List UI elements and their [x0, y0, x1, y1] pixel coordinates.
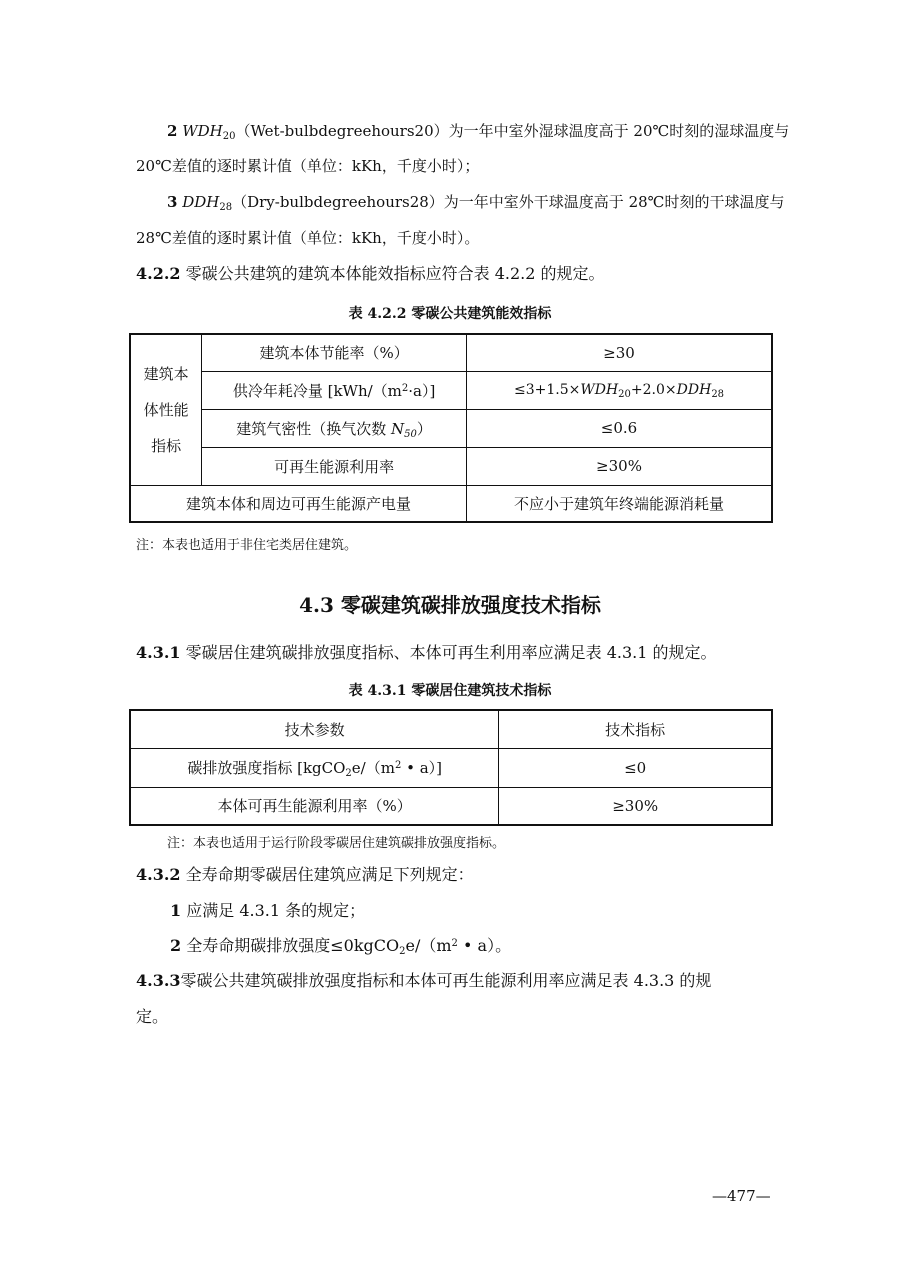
- value-cell: 不应小于建筑年终端能源消耗量: [467, 485, 772, 522]
- param-cell: 碳排放强度指标 [$kgCO_2e/(m^2$ • a）]: [130, 748, 499, 787]
- value-cell: ≤0: [499, 748, 772, 787]
- page-number: —477—: [712, 1187, 771, 1205]
- param-cell: 本体可再生能源利用率（%）: [130, 787, 499, 825]
- table-4-3-1: [129, 709, 773, 826]
- item2-line1: 2 $WDH_{20}(Wet-bulbdegreehours20)$为一年中室外湿球温度高于 20℃时刻的湿球温度与: [167, 122, 790, 142]
- value-cell: ≥30%: [467, 447, 772, 485]
- table-row: [130, 748, 772, 787]
- table-row: [130, 787, 772, 825]
- param-cell: 建筑本体节能率（%）: [202, 334, 467, 371]
- value-cell: ≥30%: [499, 787, 772, 825]
- header-param: 技术参数: [130, 710, 499, 748]
- table-4-3-1-caption: 表 4.3.1 零碳居住建筑技术指标: [348, 683, 552, 699]
- param-cell: 供冷年耗冷量 $[kWh/(m^2\cdot a)]$: [202, 371, 467, 409]
- table-row: [130, 485, 772, 522]
- table-row: [130, 447, 772, 485]
- header-value: 技术指标: [499, 710, 772, 748]
- table-row: [130, 409, 772, 447]
- item3-line2: 28℃差值的逐时累计值（单位：kKh，千度小时）。: [136, 229, 480, 247]
- table-header-row: [130, 710, 772, 748]
- group-label-cell: 建筑本 体性能 指标: [130, 334, 202, 485]
- table-4-2-2-caption: 表 4.2.2 零碳公共建筑能效指标: [348, 306, 552, 322]
- table-4-2-2-note: 注：本表也适用于非住宅类居住建筑。: [136, 538, 358, 553]
- param-cell: 可再生能源利用率: [202, 447, 467, 485]
- clause-4-3-2-item1: 1 应满足 4.3.1 条的规定；: [170, 901, 366, 920]
- value-cell: ≤0.6: [467, 409, 772, 447]
- clause-4-3-3: 4.3.3零碳公共建筑碳排放强度指标和本体可再生能源利用率应满足表 4.3.3 的规: [136, 971, 712, 990]
- param-cell: 建筑气密性（换气次数 $N_{50}$）: [202, 409, 467, 447]
- param-cell: 建筑本体和周边可再生能源产电量: [130, 485, 467, 522]
- value-cell: $\le 3+1.5\times WDH_{20}+2.0\times DDH_{28}$: [467, 371, 772, 409]
- item3-line1: 3 $DDH_{28}(Dry-bulbdegreehours28)$为一年中室外干球温度高于 28℃时刻的干球温度与: [167, 193, 785, 213]
- clause-4-3-3-line2: 定。: [136, 1007, 169, 1026]
- clause-4-3-1: 4.3.1 零碳居住建筑碳排放强度指标、本体可再生利用率应满足表 4.3.1 的规定。: [136, 643, 717, 662]
- item2-line2: 20℃差值的逐时累计值（单位：kKh，千度小时）；: [136, 157, 480, 175]
- table-row: [130, 371, 772, 409]
- table-4-3-1-note: 注：本表也适用于运行阶段零碳居住建筑碳排放强度指标。: [167, 836, 506, 851]
- table-row: [130, 334, 772, 371]
- clause-4-2-2: 4.2.2 零碳公共建筑的建筑本体能效指标应符合表 4.2.2 的规定。: [136, 264, 605, 283]
- clause-4-3-2: 4.3.2 全寿命期零碳居住建筑应满足下列规定：: [136, 865, 474, 884]
- clause-4-3-2-item2: 2 全寿命期碳排放强度$\le 0kgCO_2e/(m^2$ • a）。: [170, 936, 512, 957]
- section-4-3-title: 4.3 零碳建筑碳排放强度技术指标: [299, 593, 601, 617]
- value-cell: ≥30: [467, 334, 772, 371]
- table-4-2-2: [129, 333, 773, 523]
